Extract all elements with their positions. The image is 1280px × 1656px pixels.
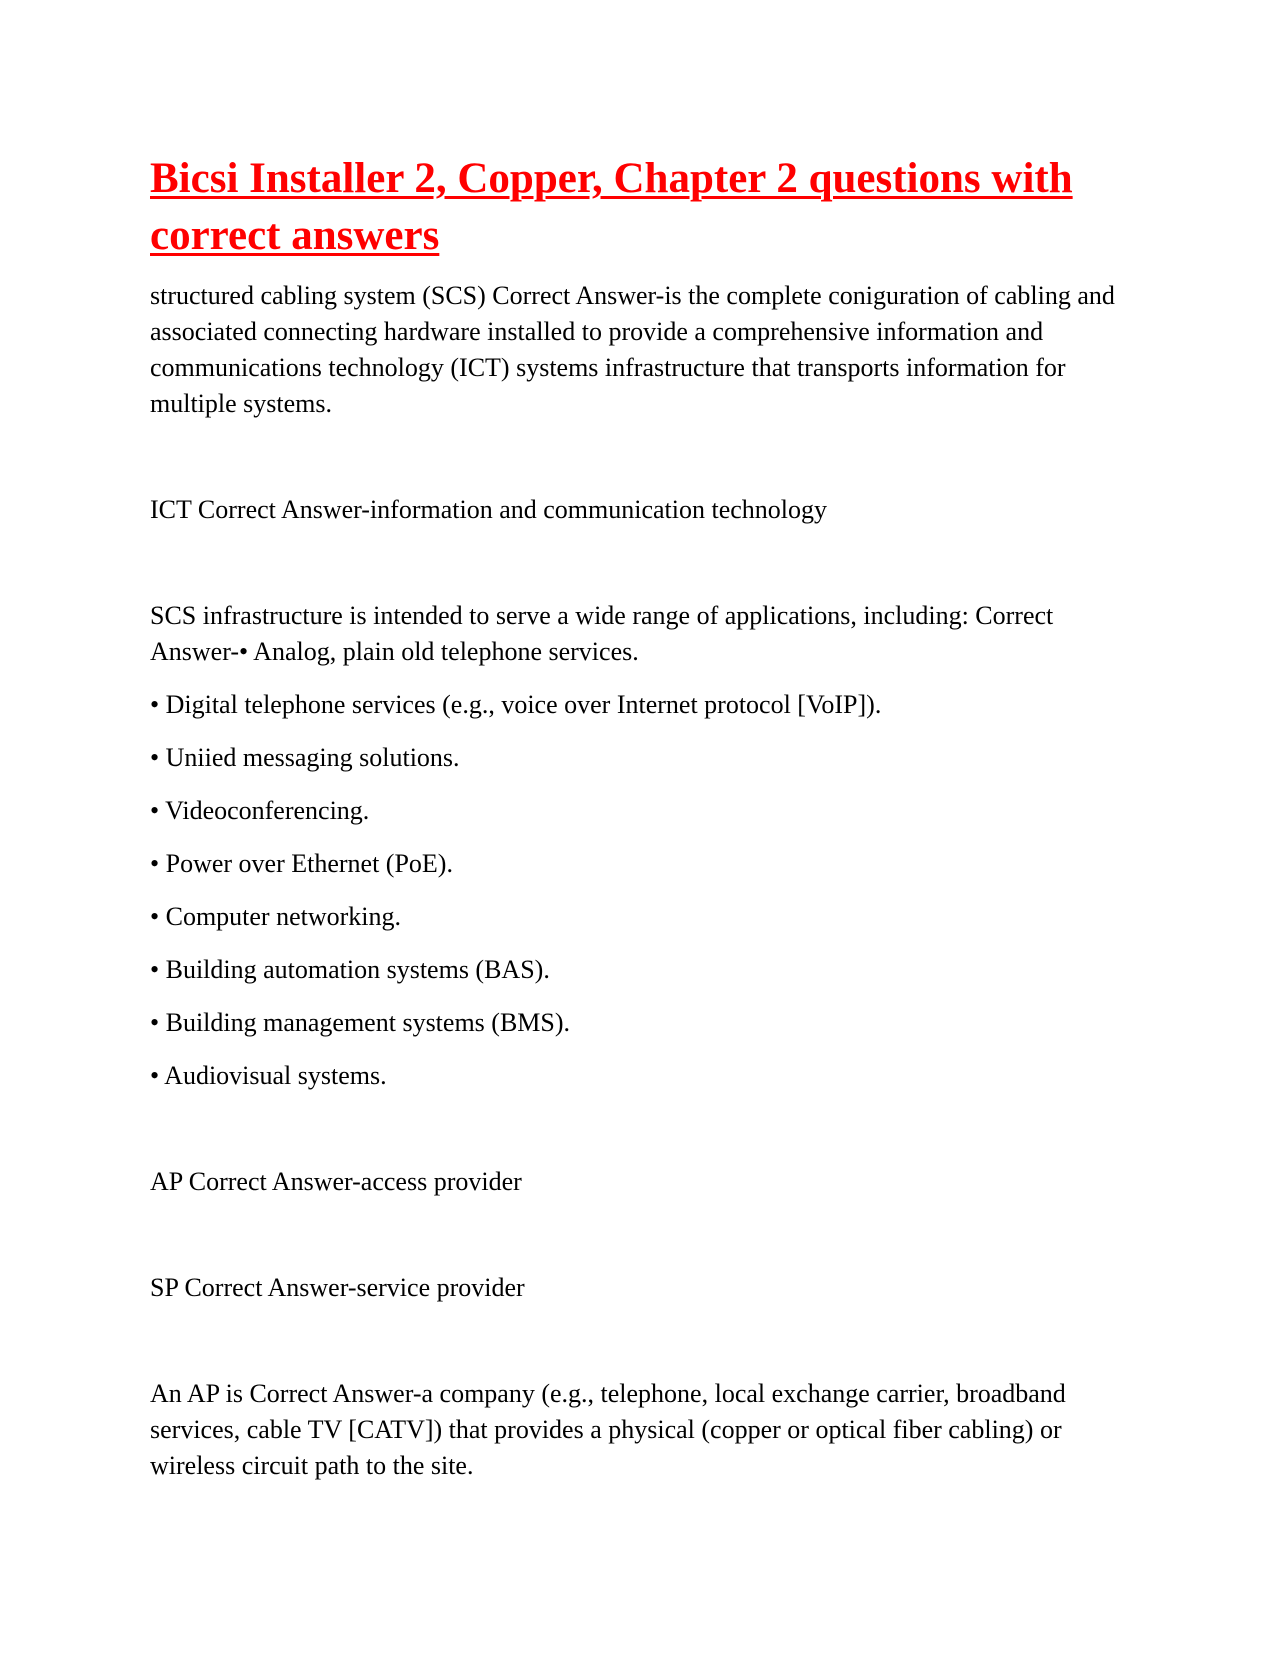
paragraph-ap-description: An AP is Correct Answer-a company (e.g., telephone, local exchange carrier, broadband services, cable TV [CATV]) that provides a physical (copper or optical fiber cabling) or wireless circuit path to the site. xyxy=(150,1379,1066,1480)
document-page xyxy=(150,150,1140,1484)
list-item: • Videoconferencing. xyxy=(150,796,370,825)
paragraph-ap-definition: AP Correct Answer-access provider xyxy=(150,1167,522,1196)
list-item: • Uniied messaging solutions. xyxy=(150,743,460,772)
paragraph-applications-intro: SCS infrastructure is intended to serve a wide range of applications, including: Correct Answer-• Analog, plain old telephone services. xyxy=(150,601,1054,666)
list-item: • Building automation systems (BAS). xyxy=(150,955,550,984)
list-item: • Digital telephone services (e.g., voice over Internet protocol [VoIP]). xyxy=(150,690,882,719)
list-item: • Building management systems (BMS). xyxy=(150,1008,571,1037)
document-title: Bicsi Installer 2, Copper, Chapter 2 questions with correct answers xyxy=(150,155,1073,259)
paragraph-sp-definition: SP Correct Answer-service provider xyxy=(150,1273,525,1302)
applications-bullet-list xyxy=(150,687,1140,1094)
list-item: • Power over Ethernet (PoE). xyxy=(150,849,453,878)
paragraph-ict-definition: ICT Correct Answer-information and communication technology xyxy=(150,495,828,524)
list-item: • Audiovisual systems. xyxy=(150,1061,387,1090)
list-item: • Computer networking. xyxy=(150,902,402,931)
paragraph-scs-definition: structured cabling system (SCS) Correct Answer-is the complete coniguration of cabling and associated connecting hardware installed to provide a comprehensive information and communications technology (ICT) systems infrastructure that transports information for multiple systems. xyxy=(150,281,1115,418)
